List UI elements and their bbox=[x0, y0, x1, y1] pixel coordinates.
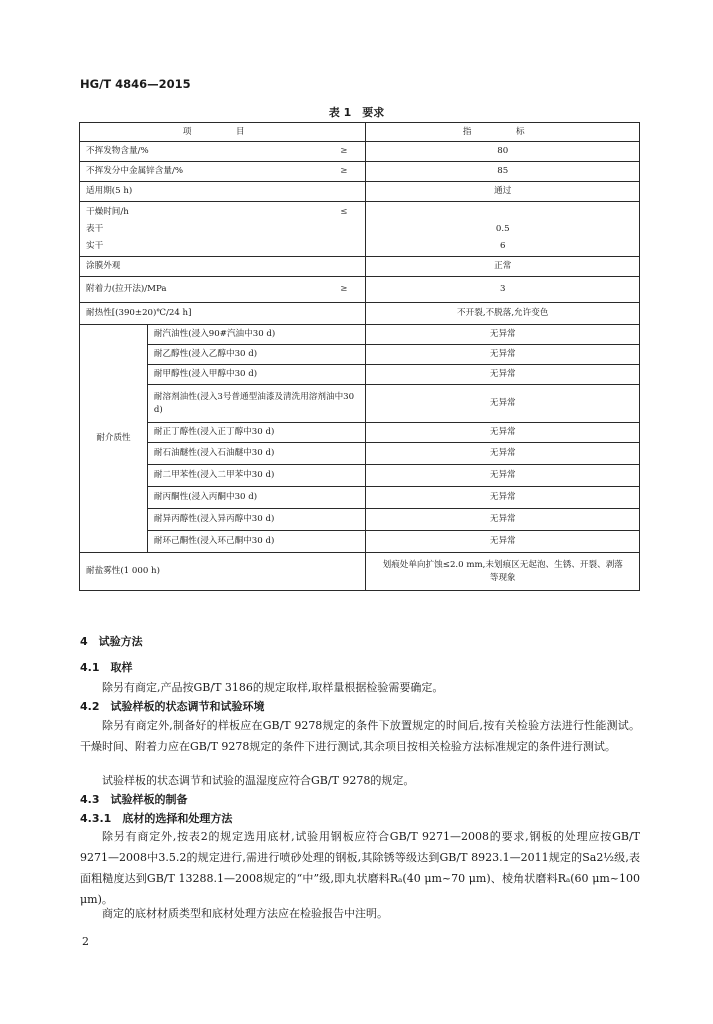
table-row bbox=[80, 182, 640, 202]
relation-symbol: ≥ bbox=[340, 166, 348, 177]
row-item: 耐正丁醇性(浸入正丁醇中30 d) bbox=[147, 423, 366, 443]
requirements-table bbox=[79, 122, 640, 591]
header-item: 项 目 bbox=[80, 123, 366, 142]
row-subitem: 实干 bbox=[86, 240, 104, 251]
row-item: 耐异丙醇性(浸入异丙醇中30 d) bbox=[147, 509, 366, 531]
row-item: ≤ 干燥时间/h 表干 实干 bbox=[80, 202, 366, 257]
row-value: 无异常 bbox=[366, 531, 640, 553]
page-number: 2 bbox=[82, 935, 89, 948]
relation-symbol: ≥ bbox=[340, 146, 348, 157]
section-heading: 4.1 取样 bbox=[80, 661, 133, 674]
table-row bbox=[80, 303, 640, 325]
paragraph: 除另有商定,产品按GB/T 3186的规定取样,取样量根据检验需要确定。 bbox=[102, 681, 444, 694]
group-label: 耐介质性 bbox=[80, 325, 148, 553]
row-value: 无异常 bbox=[366, 325, 640, 345]
table-header-row bbox=[80, 123, 640, 142]
row-item: 耐石油醚性(浸入石油醚中30 d) bbox=[147, 443, 366, 465]
row-value: 正常 bbox=[366, 257, 640, 277]
row-subvalue: 6 bbox=[500, 240, 506, 251]
row-item: 耐甲醇性(浸入甲醇中30 d) bbox=[147, 365, 366, 385]
table-row bbox=[80, 202, 640, 257]
row-item: 耐丙酮性(浸入丙酮中30 d) bbox=[147, 487, 366, 509]
row-value: 划痕处单向扩蚀≤2.0 mm,未划痕区无起泡、生锈、开裂、剥落等现象 bbox=[366, 553, 640, 591]
section-heading: 4.3 试验样板的制备 bbox=[80, 793, 188, 806]
table-row bbox=[80, 385, 640, 423]
row-item: 耐溶剂油性(浸入3号普通型油漆及清洗用溶剂油中30 d) bbox=[147, 385, 366, 423]
row-value: 无异常 bbox=[366, 385, 640, 423]
paragraph: 除另有商定外,制备好的样板应在GB/T 9278规定的条件下放置规定的时间后,按有关检验方法进行性能测试。干燥时间、附着力应在GB/T 9278规定的条件下进行测试,其余项目按相关检验方法标准规定的条件进行测试。 bbox=[80, 719, 640, 753]
standard-code: HG/T 4846—2015 bbox=[80, 77, 191, 91]
row-value: 无异常 bbox=[366, 487, 640, 509]
section-heading: 4.2 试验样板的状态调节和试验环境 bbox=[80, 700, 265, 713]
table-row bbox=[80, 509, 640, 531]
table-row bbox=[80, 162, 640, 182]
table-row bbox=[80, 325, 640, 345]
row-item: ≥ 附着力(拉开法)/MPa bbox=[80, 277, 366, 303]
row-value: 80 bbox=[366, 142, 640, 162]
row-value bbox=[366, 202, 640, 257]
row-item: ≥ 不挥发分中金属锌含量/% bbox=[80, 162, 366, 182]
row-item: 耐二甲苯性(浸入二甲苯中30 d) bbox=[147, 465, 366, 487]
row-item: 耐热性[(390±20)℃/24 h] bbox=[80, 303, 366, 325]
paragraph: 试验样板的状态调节和试验的温湿度应符合GB/T 9278的规定。 bbox=[102, 774, 415, 787]
row-value: 3 bbox=[366, 277, 640, 303]
table-row bbox=[80, 142, 640, 162]
section-heading: 4 试验方法 bbox=[80, 635, 143, 648]
table-row bbox=[80, 345, 640, 365]
row-item: 耐乙醇性(浸入乙醇中30 d) bbox=[147, 345, 366, 365]
paragraph: 除另有商定外,按表2的规定选用底材,试验用钢板应符合GB/T 9271—2008的要求,钢板的处理应按GB/T 9271—2008中3.5.2的规定进行,需进行喷砂处理的钢板,其除锈等级达到GB/T 8923.1—2011规定的Sa2½级,表面粗糙度达到GB/T 13288.1—2008规定的“中”级,即丸状磨料Rₐ(40 μm~70 μm)、棱角状磨料Rₐ(60 μm~100 μm)。 bbox=[80, 830, 640, 906]
table-row bbox=[80, 443, 640, 465]
row-item: 耐环己酮性(浸入环己酮中30 d) bbox=[147, 531, 366, 553]
row-item: 涂膜外观 bbox=[80, 257, 366, 277]
table-row bbox=[80, 423, 640, 443]
table-title: 表 1 要求 bbox=[328, 106, 385, 119]
relation-symbol: ≥ bbox=[340, 284, 348, 295]
row-value: 通过 bbox=[366, 182, 640, 202]
table-row bbox=[80, 487, 640, 509]
row-value: 无异常 bbox=[366, 509, 640, 531]
row-item: ≥ 不挥发物含量/% bbox=[80, 142, 366, 162]
relation-symbol: ≤ bbox=[340, 206, 348, 217]
row-subvalue: 0.5 bbox=[495, 223, 510, 234]
table-row bbox=[80, 553, 640, 591]
header-index: 指 标 bbox=[366, 123, 640, 142]
table-row bbox=[80, 465, 640, 487]
table-row bbox=[80, 277, 640, 303]
row-value: 无异常 bbox=[366, 443, 640, 465]
row-item: 适用期(5 h) bbox=[80, 182, 366, 202]
row-value: 85 bbox=[366, 162, 640, 182]
row-value: 无异常 bbox=[366, 423, 640, 443]
row-value: 无异常 bbox=[366, 365, 640, 385]
row-item: 耐盐雾性(1 000 h) bbox=[80, 553, 366, 591]
paragraph: 商定的底材材质类型和底材处理方法应在检验报告中注明。 bbox=[102, 907, 388, 920]
row-value: 无异常 bbox=[366, 465, 640, 487]
table-row bbox=[80, 257, 640, 277]
row-subitem: 表干 bbox=[86, 223, 104, 234]
section-heading: 4.3.1 底材的选择和处理方法 bbox=[80, 812, 233, 825]
row-value: 无异常 bbox=[366, 345, 640, 365]
table-row bbox=[80, 531, 640, 553]
table-row bbox=[80, 365, 640, 385]
row-value: 不开裂,不脱落,允许变色 bbox=[366, 303, 640, 325]
row-item: 耐汽油性(浸入90#汽油中30 d) bbox=[147, 325, 366, 345]
